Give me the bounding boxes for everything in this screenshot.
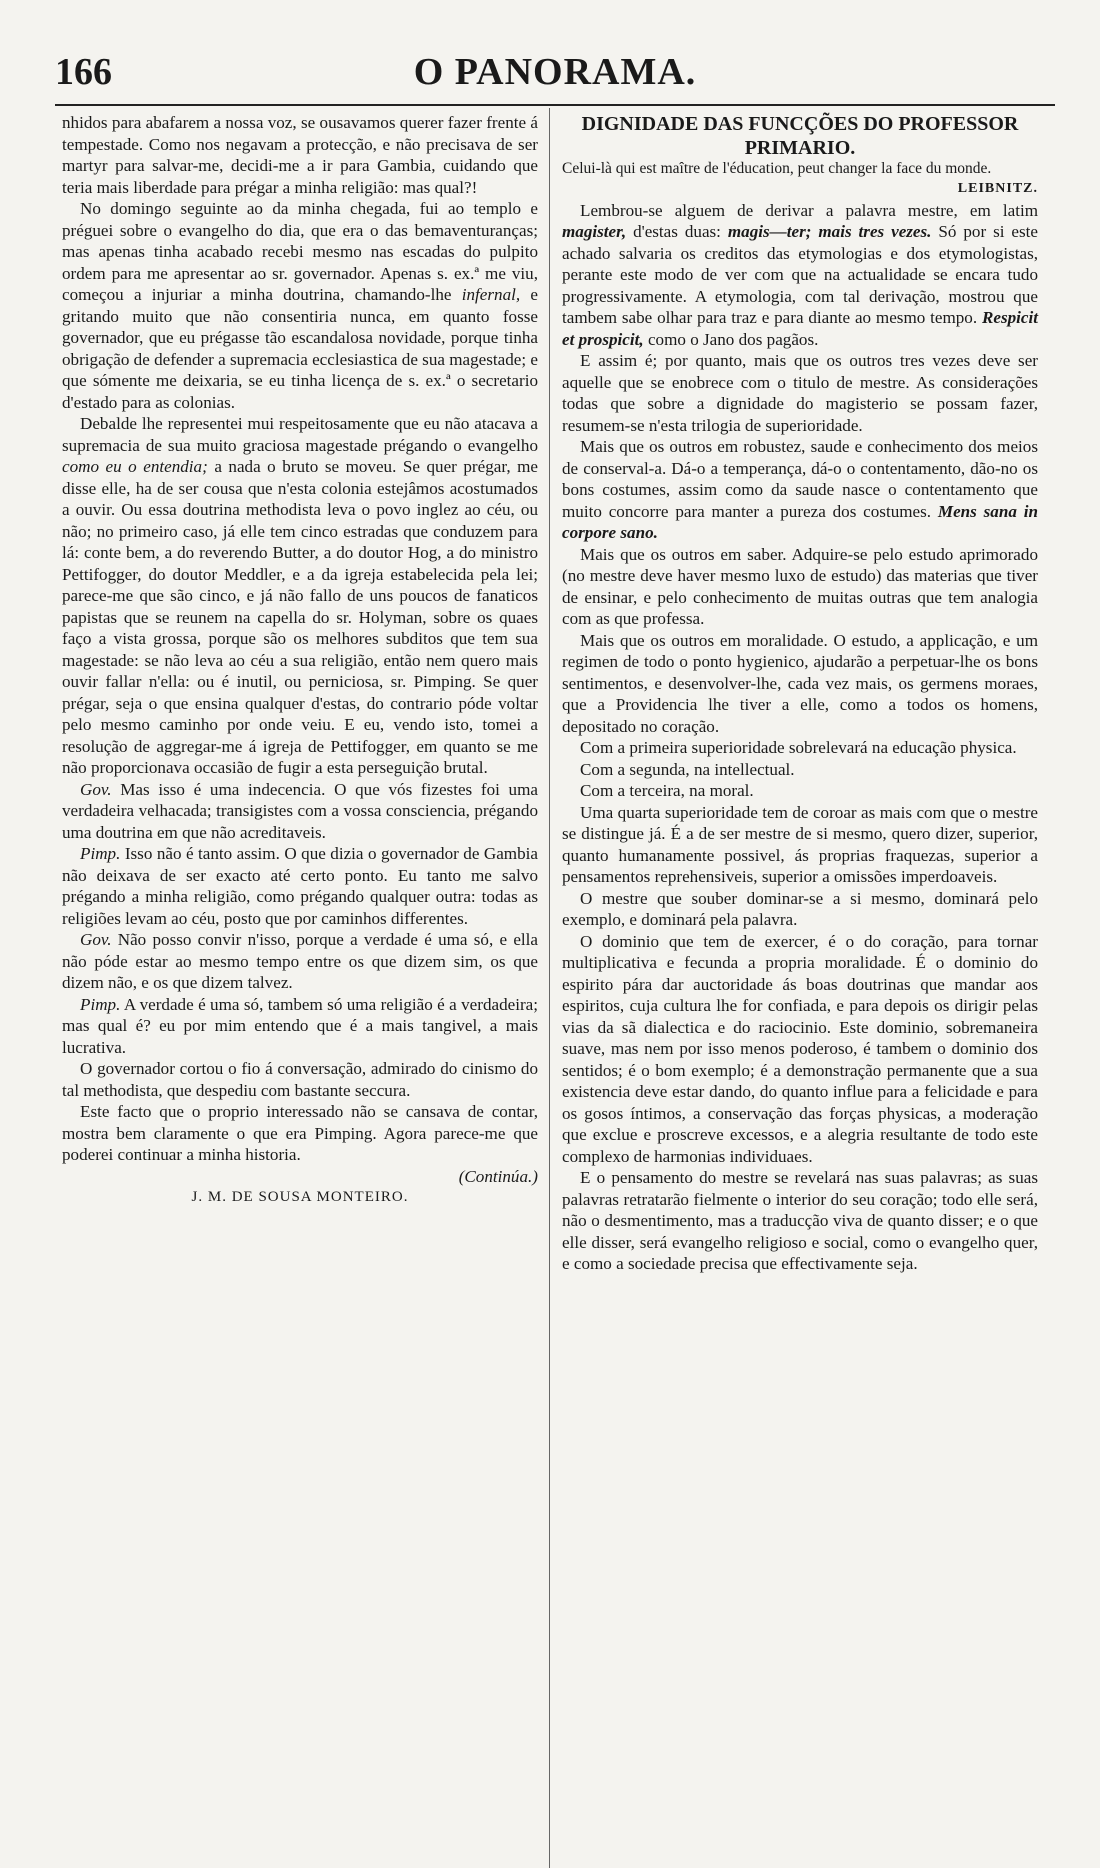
paragraph: O governador cortou o fio á conversação, admirado do cinismo do tal methodista, que despediu com bastante seccura. [62, 1059, 538, 1100]
page-number: 166 [55, 51, 112, 93]
left-column [62, 112, 538, 1209]
dialogue-line: Pimp. A verdade é uma só, tambem só uma religião é a verdadeira; mas qual é? eu por mim entendo que é a mais tangivel, a mais lucrativa. [62, 994, 538, 1057]
paragraph: Este facto que o proprio interessado não se cansava de contar, mostra bem claramente o que era Pimping. Agora parece-me que poderei continuar a minha historia. [62, 1102, 538, 1164]
dialogue-line: Gov. Mas isso é uma indecencia. O que vós fizestes foi uma verdadeira velhacada; transigistes com a vossa consciencia, prégando uma doutrina em que não acreditaveis. [62, 779, 538, 842]
paragraph: Debalde lhe representei mui respeitosamente que eu não atacava a supremacia de sua muito graciosa magestade prégando o evangelho como eu o entendia; a nada o bruto se moveu. Se quer prégar, me disse elle, ha de ser cousa que n'esta colonia estejâmos acostumados a ouvir. Ou essa doutrina methodista leva o povo inglez ao céu, ou não; no primeiro caso, já elle tem cinco estradas que conduzem para lá: conte bem, a do reverendo Butter, a do doutor Hog, a do ministro Pettifogger, do doutor Meddler, e a da igreja estabelecida pela lei; parece-me que são cinco, e já não fallo de uns poucos de fanaticos papistas que se reunem na capella do sr. Holyman, sobre os quaes faço a vista grossa, porque são os melhores subditos que tem sua magestade: se não leva ao céu a sua religião, então nem quero mais ouvir fallar n'ella: ou é inutil, ou perniciosa, sr. Pimping. Se quer prégar, seja o que ensina qualquer d'estas, do contrario póde voltar pelo mesmo caminho por onde veiu. E eu, vendo isto, tomei a resolução de aggregar-me á igreja de Pettifogger, em quanto se me não proporcionava occasião de fugir a esta perseguição brutal. [62, 414, 538, 777]
article-title: DIGNIDADE DAS FUNCÇÕES DO PROFESSOR PRIMARIO. [581, 113, 1019, 159]
paragraph: E o pensamento do mestre se revelará nas suas palavras; as suas palavras retratarão fielmente o interior do seu coração; todo elle será, não o desmentimento, mas a traducção viva de quanto disser; e o que elle disser, será evangelho religioso e social, como o evangelho quer, e como a sociedade precisa que effectivamente seja. [562, 1168, 1038, 1273]
speaker-label: Gov. [80, 779, 112, 799]
page-header [55, 50, 1055, 102]
column-divider [549, 108, 550, 1868]
speaker-label: Pimp. [80, 994, 121, 1014]
paragraph: Lembrou-se alguem de derivar a palavra mestre, em latim magister, d'estas duas: magis—ter; mais tres vezes. Só por si este achado salvaria os creditos das etymologias e dos etymologistas, perante este modo de ver com que na actualidade se encara tudo progressivamente. A etymologia, com tal derivação, mostrou que tambem sabe olhar para traz e para diante ao mesmo tempo. Respicit et prospicit, como o Jano dos pagãos. [562, 200, 1038, 349]
paragraph: Com a terceira, na moral. [580, 781, 754, 800]
masthead-title: O PANORAMA. [413, 51, 697, 93]
author-signature: J. M. DE SOUSA MONTEIRO. [191, 1189, 409, 1205]
paragraph: Uma quarta superioridade tem de coroar as mais com que o mestre se distingue já. É a de ser mestre de si mesmo, quero dizer, superior, quanto humanamente possivel, ás proprias fraquezas, superior a pensamentos reprehensiveis, superior a omissões imperdoaveis. [562, 802, 1038, 886]
dialogue-line: Pimp. Isso não é tanto assim. O que dizia o governador de Gambia não deixava de ser exacto até certo ponto. Eu tanto me salvo prégando a minha religião, como prégando qualquer outra: todas as religiões levam ao céu, posto que por caminhos differentes. [62, 844, 538, 928]
speaker-label: Gov. [80, 930, 112, 949]
speaker-label: Pimp. [80, 844, 121, 863]
paragraph: Mais que os outros em saber. Adquire-se pelo estudo aprimorado (no mestre deve haver mesmo luxo de estudo) das materias que tiver de ensinar, e pelo conhecimento de muitas outras que tem analogia com as que professa. [562, 544, 1038, 628]
paragraph: O dominio que tem de exercer, é o do coração, para tornar multiplicativa e fecunda a propria moralidade. É o dominio do espirito pára dar auctoridade ás boas doutrinas que mandar aos espiritos, cuja cultura lhe for confiada, e para depois os dirigir pelas vias da sã dialectica e do raciocinio. Este dominio, sobremaneira suave, mas nem por isso menos poderoso, é tambem o dominio dos sentidos; é o bom exemplo; é a demonstração permanente que a sua existencia deve estar dando, do quanto influe para a felicidade e para os gosos íntimos, a conservação das forças physicas, a moderação que exclue e proscreve excessos, e a alegria resultante de todo este complexo de harmonias individuaes. [562, 931, 1038, 1166]
paragraph: Com a primeira superioridade sobrelevará na educação physica. [580, 738, 1017, 757]
paragraph: Mais que os outros em robustez, saude e conhecimento dos meios de conserval-a. Dá-o a temperança, dá-o o contentamento, dão-no os bons costumes, assim como da saude nasce o contentamento que muito concorre para manter a pureza dos costumes. Mens sana in corpore sano. [562, 437, 1038, 542]
paragraph: E assim é; por quanto, mais que os outros tres vezes deve ser aquelle que se enobrece com o titulo de mestre. As considerações todas que sobre a dignidade do magisterio se possam fazer, resumem-se n'esta trilogia de superioridade. [562, 351, 1038, 435]
paragraph: O mestre que souber dominar-se a si mesmo, dominará pelo exemplo, e dominará pela palavra. [562, 888, 1038, 929]
paragraph: Com a segunda, na intellectual. [580, 759, 795, 779]
paragraph: Mais que os outros em moralidade. O estudo, a applicação, e um regimen de todo o ponto hygienico, ajudarão a perpetuar-lhe os bons sentimentos, e desenvolver-lhe, cada vez mais, os germens moraes, que a Providencia lhe tiver a elle, como a todos os homens, depositado no coração. [562, 630, 1038, 736]
paragraph: No domingo seguinte ao da minha chegada, fui ao templo e préguei sobre o evangelho do dia, que era o das bemaventuranças; mas apenas tinha acabado recebi mesmo nas escadas do pulpito ordem para me apresentar ao sr. governador. Apenas s. ex.ª me viu, começou a injuriar a minha doutrina, chamando-lhe infernal, e gritando muito que não consentiria nunca, em quanto fosse governador, que eu prégasse tão escandalosa novidade, porque tinha obrigação de defender a supremacia ecclesiastica de sua magestade; e que sómente me deixaria, se eu tinha licença de s. ex.ª o secretario d'estado para as colonias. [62, 199, 538, 412]
continued-note: (Continúa.) [458, 1166, 538, 1186]
header-rule [55, 104, 1055, 106]
epigraph-author: LEIBNITZ. [957, 181, 1038, 196]
dialogue-line: Gov. Não posso convir n'isso, porque a verdade é uma só, e ella não póde estar ao mesmo tempo entre os que dizem sim, os que dizem não, e os que dizem talvez. [62, 930, 539, 992]
epigraph: Celui-là qui est maître de l'éducation, peut changer la face du monde. [562, 160, 992, 177]
right-column [562, 112, 1038, 1275]
paragraph: nhidos para abafarem a nossa voz, se ousavamos querer fazer frente á tempestade. Como nos negavam a protecção, e não precisava de ser martyr para salvar-me, decidi-me a ir para Gambia, cuidando que teria mais liberdade para prégar a minha religião: mas qual?! [62, 113, 538, 197]
